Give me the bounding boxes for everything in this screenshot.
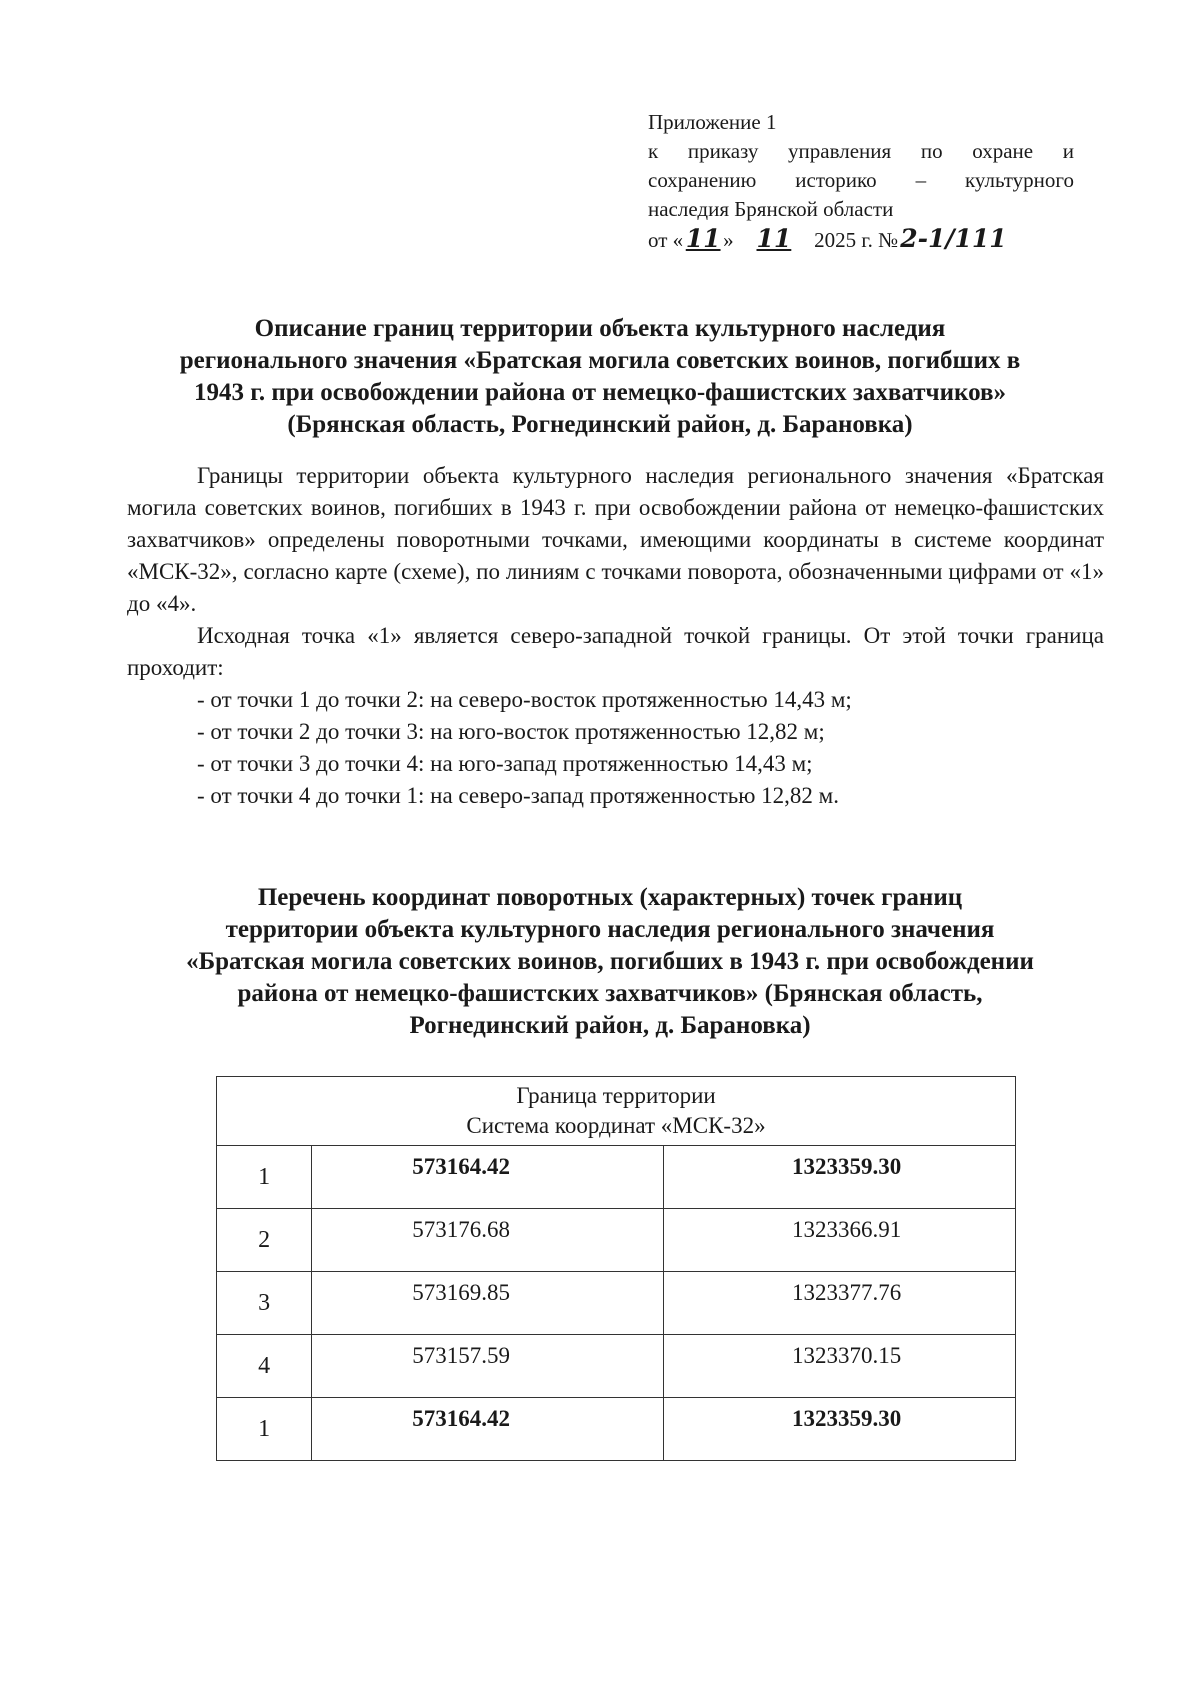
- title-line: территории объекта культурного наследия регионального значения: [225, 916, 995, 943]
- title-line: регионального значения «Братская могила советских воинов, погибших в: [179, 347, 1021, 374]
- point-number: 3: [217, 1272, 312, 1335]
- x-coordinate: 573164.42: [312, 1146, 664, 1209]
- date-prefix: от «: [648, 228, 684, 252]
- table-header: [217, 1077, 1016, 1146]
- point-number: 4: [217, 1335, 312, 1398]
- table-header-row: [217, 1077, 1016, 1146]
- y-coordinate: 1323359.30: [663, 1146, 1015, 1209]
- coordinates-table: [216, 1076, 1016, 1461]
- title-line: Описание границ территории объекта культурного наследия: [254, 315, 946, 342]
- point-number: 1: [217, 1146, 312, 1209]
- title-line: «Братская могила советских воинов, погибших в 1943 г. при освобождении: [186, 948, 1034, 975]
- table-row: [217, 1146, 1016, 1209]
- point-number: 2: [217, 1209, 312, 1272]
- title-line: 1943 г. при освобождении района от немецко-фашистских захватчиков»: [194, 379, 1006, 406]
- list-item: - от точки 4 до точки 1: на северо-запад протяженностью 12,82 м.: [197, 783, 839, 808]
- order-date-line: [648, 224, 1074, 255]
- y-coordinate: 1323377.76: [663, 1272, 1015, 1335]
- title-line: Рогнединский район, д. Барановка): [409, 1012, 811, 1039]
- table-row: [217, 1272, 1016, 1335]
- date-mid: »: [723, 228, 734, 252]
- title-line: района от немецко-фашистских захватчиков» (Брянская область,: [237, 980, 983, 1007]
- x-coordinate: 573169.85: [312, 1272, 664, 1335]
- y-coordinate: 1323359.30: [663, 1398, 1015, 1461]
- title-line: (Брянская область, Рогнединский район, д. Барановка): [287, 411, 913, 438]
- appendix-line: сохранению историко – культурного: [648, 168, 1074, 192]
- table-row: [217, 1209, 1016, 1272]
- x-coordinate: 573164.42: [312, 1398, 664, 1461]
- y-coordinate: 1323366.91: [663, 1209, 1015, 1272]
- x-coordinate: 573176.68: [312, 1209, 664, 1272]
- point-number: 1: [217, 1398, 312, 1461]
- table-row: [217, 1398, 1016, 1461]
- date-suffix: 2025 г. №: [814, 228, 899, 252]
- boundary-segments-list: [197, 684, 1104, 812]
- appendix-block: [648, 108, 1074, 255]
- handwritten-month: 11: [756, 224, 792, 253]
- table-row: [217, 1335, 1016, 1398]
- description-body: [127, 460, 1104, 812]
- x-coordinate: 573157.59: [312, 1335, 664, 1398]
- paragraph-boundaries: Границы территории объекта культурного наследия регионального значения «Братская могила советских воинов, погибших в 1943 г. при освобождении района от немецко-фашистских захватчиков» определены поворотными точками, имеющими координаты в системе координат «МСК-32», согласно карте (схеме), по линиям с точками поворота, обозначенными цифрами от «1» до «4».: [127, 463, 1104, 616]
- header-line: Система координат «МСК-32»: [466, 1113, 766, 1138]
- list-item: - от точки 1 до точки 2: на северо-восток протяженностью 14,43 м;: [197, 687, 852, 712]
- header-line: Граница территории: [516, 1083, 716, 1108]
- handwritten-order-number: 2-1/111: [900, 224, 1007, 253]
- y-coordinate: 1323370.15: [663, 1335, 1015, 1398]
- title-line: Перечень координат поворотных (характерных) точек границ: [257, 884, 963, 911]
- paragraph-start-point: Исходная точка «1» является северо-западной точкой границы. От этой точки граница проходит:: [127, 623, 1104, 680]
- list-item: - от точки 2 до точки 3: на юго-восток протяженностью 12,82 м;: [197, 719, 825, 744]
- appendix-line: наследия Брянской области: [648, 197, 894, 221]
- appendix-title: Приложение 1: [648, 110, 777, 134]
- coordinates-list-title: [120, 882, 1100, 1042]
- list-item: - от точки 3 до точки 4: на юго-запад протяженностью 14,43 м;: [197, 751, 813, 776]
- document-title: [130, 313, 1070, 441]
- appendix-line: к приказу управления по охране и: [648, 139, 1074, 163]
- handwritten-day: 11: [685, 224, 721, 253]
